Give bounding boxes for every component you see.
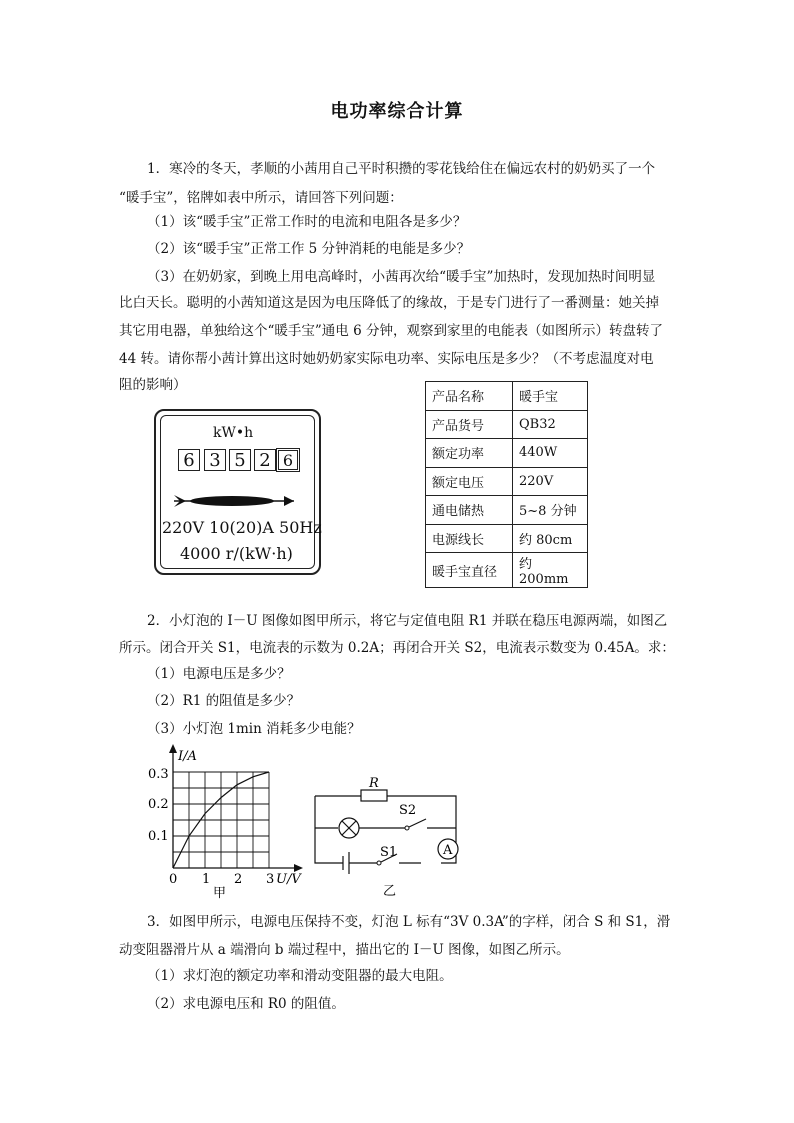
table-cell: 5~8 分钟 (513, 496, 588, 525)
y-axis-label: I/A (178, 749, 197, 764)
x-tick-label: 2 (234, 872, 243, 887)
page-title: 电功率综合计算 (330, 101, 464, 122)
meter-digit: 3 (204, 449, 226, 471)
figure-caption-jia: 甲 (213, 886, 227, 901)
table-row (426, 439, 588, 468)
table-row (426, 467, 588, 496)
table-row (426, 410, 588, 439)
x-axis-arrow-icon (294, 864, 303, 872)
x-tick-label: 3 (266, 872, 275, 887)
table-cell: 暖手宝直径 (426, 553, 513, 588)
q1-line-7: 其它用电器，单独给这个“暖手宝”通电 6 分钟，观察到家里的电能表（如图所示）转盘转了 (119, 323, 663, 339)
x-tick-label: 0 (169, 872, 178, 887)
table-cell: 通电储热 (426, 496, 513, 525)
meter-disc-arrow-icon (170, 490, 300, 512)
y-tick-label: 0.1 (148, 829, 169, 844)
y-axis-arrow-icon (169, 744, 177, 753)
switch-s2-label: S2 (399, 803, 417, 818)
resistor-symbol (361, 790, 387, 801)
y-tick-label: 0.2 (148, 797, 169, 812)
table-row (426, 553, 588, 588)
q1-line-1: 1．寒冷的冬天，孝顺的小茜用自己平时积攒的零花钱给住在偏远农村的奶奶买了一个 (147, 161, 656, 177)
switch-s1-label: S1 (380, 845, 398, 860)
table-cell: 电源线长 (426, 524, 513, 553)
switch-s2-icon (405, 826, 409, 830)
figure-caption-yi: 乙 (383, 884, 397, 899)
table-cell: QB32 (513, 410, 588, 439)
q2-sub-2: （2）R1 的阻值是多少？ (147, 693, 301, 709)
ammeter-label: A (443, 843, 453, 858)
table-cell: 约 200mm (513, 553, 588, 588)
q2-line-1: 2．小灯泡的 I－U 图像如图甲所示，将它与定值电阻 R1 并联在稳压电源两端，如图乙 (147, 613, 668, 629)
q1-line-2: “暖手宝”，铭牌如表中所示，请回答下列问题： (119, 190, 403, 206)
q3-sub-2: （2）求电源电压和 R0 的阻值。 (147, 996, 345, 1012)
table-cell: 额定功率 (426, 439, 513, 468)
q1-line-8: 44 转。请你帮小茜计算出这时她奶奶家实际电功率、实际电压是多少？（不考虑温度对电 (119, 351, 654, 367)
graph-grid (173, 772, 269, 868)
q2-sub-3: （3）小灯泡 1min 消耗多少电能？ (147, 721, 361, 737)
table-row (426, 524, 588, 553)
q2-line-2: 所示。闭合开关 S1，电流表的示数为 0.2A；再闭合开关 S2，电流表示数变为 0.45A。求： (119, 640, 675, 656)
iu-graph (140, 742, 315, 902)
q3-sub-1: （1）求灯泡的额定功率和滑动变阻器的最大电阻。 (147, 968, 453, 984)
q1-line-9: 阻的影响） (119, 377, 187, 393)
switch-s1-icon (377, 861, 381, 865)
q1-line-6: 比白天长。聪明的小茜知道这是因为电压降低了的缘故，于是专门进行了一番测量：她关掉 (119, 295, 659, 311)
table-cell: 220V (513, 467, 588, 496)
table-cell: 产品名称 (426, 382, 513, 411)
table-row (426, 496, 588, 525)
meter-digit: 5 (229, 449, 251, 471)
table-cell: 440W (513, 439, 588, 468)
table-cell: 约 80cm (513, 524, 588, 553)
resistor-label: R (369, 776, 379, 791)
meter-rate: 4000 r/(kW·h) (180, 544, 293, 563)
q3-line-2: 动变阻器滑片从 a 端滑向 b 端过程中，描出它的 I－U 图像，如图乙所示。 (119, 942, 570, 958)
q1-sub-3: （3）在奶奶家，到晚上用电高峰时，小茜再次给“暖手宝”加热时，发现加热时间明显 (147, 269, 656, 285)
spec-table (425, 381, 588, 588)
y-tick-label: 0.3 (148, 767, 169, 782)
table-cell: 额定电压 (426, 467, 513, 496)
table-row (426, 382, 588, 411)
meter-unit: kW•h (213, 425, 254, 441)
meter-digit: 6 (178, 449, 200, 471)
q1-sub-2: （2）该“暖手宝”正常工作 5 分钟消耗的电能是多少？ (147, 241, 471, 257)
x-axis-label: U/V (276, 872, 301, 887)
q3-line-1: 3．如图甲所示，电源电压保持不变，灯泡 L 标有“3V 0.3A”的字样，闭合 S 和 S1，滑 (147, 914, 671, 930)
table-cell: 暖手宝 (513, 382, 588, 411)
x-tick-label: 1 (202, 872, 211, 887)
meter-digit-decimal: 6 (278, 450, 298, 470)
q2-sub-1: （1）电源电压是多少？ (147, 666, 291, 682)
circuit-diagram (305, 772, 465, 902)
meter-spec: 220V 10(20)A 50Hz (162, 518, 322, 537)
q1-sub-1: （1）该“暖手宝”正常工作时的电流和电阻各是多少？ (147, 214, 467, 230)
table-cell: 产品货号 (426, 410, 513, 439)
meter-digit: 2 (254, 449, 276, 471)
